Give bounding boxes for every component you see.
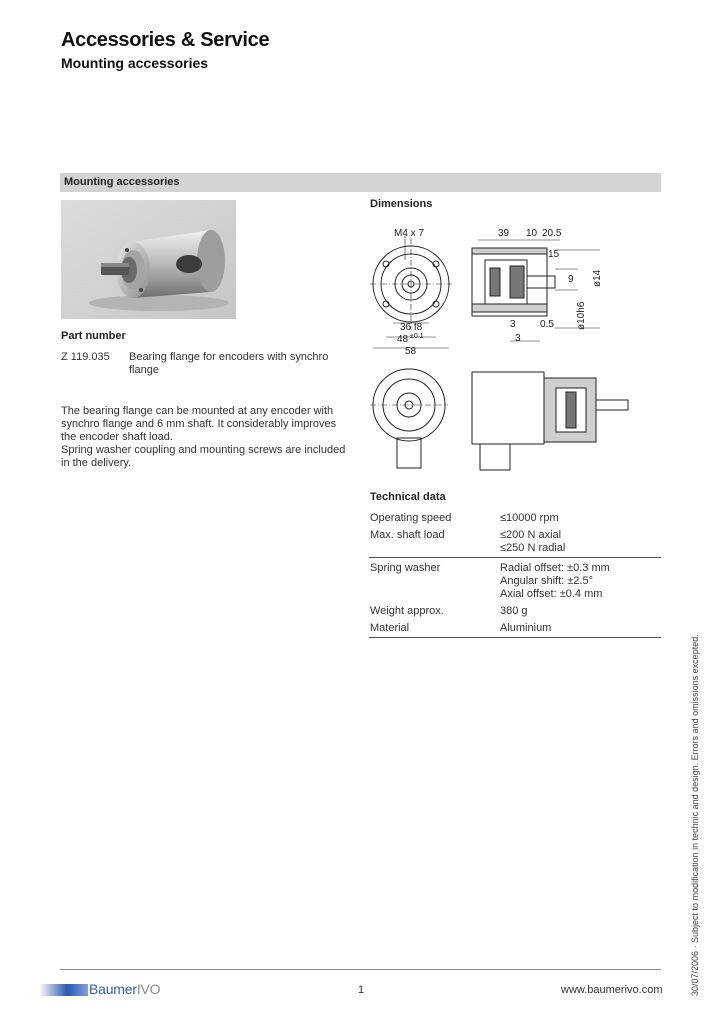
dimensions-drawing (360, 220, 660, 485)
description-line: The bearing flange can be mounted at any encoder with (61, 405, 334, 417)
tech-key: Operating speed (370, 512, 452, 524)
dimensions-heading: Dimensions (370, 198, 433, 210)
dim-3a-label: 3 (510, 319, 516, 330)
dim-0-5-label: 0.5 (540, 319, 554, 330)
part-number-value: Z 119.035 (61, 351, 110, 363)
table-row (369, 558, 661, 604)
dim-58-label: 58 (405, 346, 417, 357)
dim-48-label: 48 (397, 334, 409, 345)
tech-value (499, 527, 661, 558)
page-number: 1 (358, 984, 365, 996)
table-row (369, 603, 661, 620)
tech-value-line: Axial offset: ±0.4 mm (500, 588, 603, 600)
table-row (369, 527, 661, 558)
dim-thread-label: M4 x 7 (394, 228, 425, 239)
tech-value (499, 620, 661, 638)
vertical-disclaimer: 30/07/2006 · Subject to modification in technic and design. Errors and omissions excepted. (690, 634, 700, 996)
tech-value-line: Aluminium (500, 622, 552, 634)
tech-key: Max. shaft load (369, 527, 499, 558)
technical-data-table (369, 510, 661, 638)
page-subtitle: Mounting accessories (61, 55, 209, 71)
dim-10h6-label: ø10h6 (576, 301, 587, 330)
description-paragraph (61, 405, 361, 470)
product-photo (61, 200, 236, 319)
tech-value-line: Radial offset: ±0.3 mm (500, 562, 610, 574)
tech-key: Spring washer (370, 562, 441, 574)
table-row (369, 510, 661, 527)
part-description-line1: Bearing flange for encoders with synchro (129, 351, 329, 363)
brand-suffix: IVO (136, 981, 161, 997)
tech-key: Material (369, 620, 499, 638)
dim-39-label: 39 (498, 228, 510, 239)
dim-10-label: 10 (526, 228, 538, 239)
tech-value (499, 603, 661, 620)
table-row (369, 620, 661, 638)
brand-logo-bar (40, 984, 88, 996)
tech-value-line: ≤250 N radial (500, 542, 566, 554)
technical-data-heading: Technical data (370, 491, 446, 503)
description-line: synchro flange and 6 mm shaft. It considerably improves (61, 418, 337, 430)
section-bar-label: Mounting accessories (64, 176, 180, 188)
brand-name: Baumer (89, 981, 137, 997)
dim-20-5-label: 20.5 (542, 228, 562, 239)
tech-value-line: 380 g (500, 605, 528, 617)
description-line: the encoder shaft load. (61, 431, 173, 443)
part-description-line2: flange (129, 364, 159, 376)
dim-15-label: 15 (548, 249, 560, 260)
tech-value (499, 558, 661, 604)
tech-value-line: Angular shift: ±2.5° (500, 575, 593, 587)
dim-9-label: 9 (568, 274, 574, 285)
dim-48-tolerance: ±0.1 (410, 333, 424, 340)
tech-key: Weight approx. (370, 605, 444, 617)
description-line: Spring washer coupling and mounting screws are included (61, 444, 346, 456)
brand-logo (89, 981, 160, 997)
description-line: in the delivery. (61, 457, 132, 469)
tech-value (499, 510, 661, 527)
section-bar (60, 173, 661, 192)
part-number-heading: Part number (61, 330, 126, 342)
tech-value-line: ≤200 N axial (500, 529, 562, 541)
footer-divider (60, 969, 661, 970)
dim-14-label: ø14 (592, 269, 603, 287)
tech-value-line: ≤10000 rpm (500, 512, 559, 524)
footer-url[interactable]: www.baumerivo.com (561, 984, 663, 996)
page-title: Accessories & Service (61, 29, 270, 51)
dim-36f8-label: 36 f8 (400, 322, 423, 333)
dim-3b-label: 3 (515, 333, 521, 344)
